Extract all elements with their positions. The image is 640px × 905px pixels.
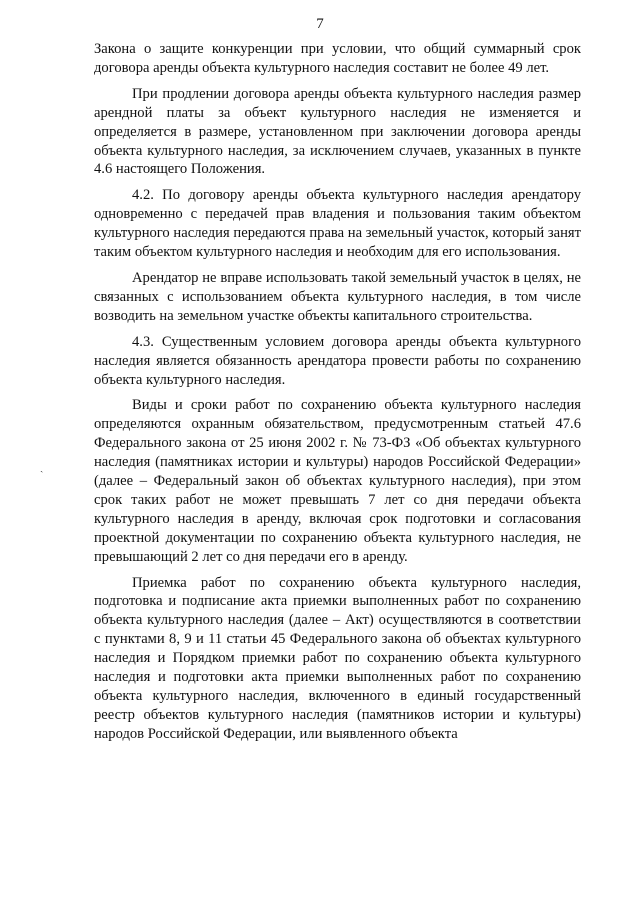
paragraph-land-use: Арендатор не вправе использовать такой земельный участок в целях, не связанных с использованием объекта культурного наследия, в том числе возводить на земельном участке объекты капитального строительства. (94, 269, 581, 324)
clause-4-2: 4.2. По договору аренды объекта культурного наследия арендатору одновременно с передачей прав владения и пользования таким объектом культурного наследия передаются права на земельный участок, который занят таким объектом культурного наследия и необходим для его использования. (94, 187, 581, 261)
paragraph-lease-extension: При продлении договора аренды объекта культурного наследия размер арендной платы за объект культурного наследия не изменяется и определяется в размере, установленном при заключении договора аренды объекта культурного наследия, за исключением случаев, указанных в пункте 4.6 настоящего Положения. (94, 85, 581, 178)
page-number: 7 (316, 16, 324, 32)
paragraph-work-types: Виды и сроки работ по сохранению объекта культурного наследия определяются охранным обязательством, предусмотренным статьей 47.6 Федерального закона от 25 июня 2002 г. № 73-ФЗ «Об объектах культурного наследия (памятниках истории и культуры) народов Российской Федерации» (далее – Федеральный закон об объектах культурного наследия), при этом срок таких работ не может превышать 7 лет со дня передачи объекта культурного наследия в аренду, включая срок подготовки и согласования проектной документации по сохранению объекта культурного наследия, не превышающий 2 лет со дня передачи его в аренду. (94, 397, 581, 565)
clause-4-3: 4.3. Существенным условием договора аренды объекта культурного наследия является обязанность арендатора провести работы по сохранению объекта культурного наследия. (94, 333, 581, 388)
stray-scan-mark: ˎ (40, 462, 44, 473)
paragraph-continuation: Закона о защите конкуренции при условии, что общий суммарный срок договора аренды объекта культурного наследия составит не более 49 лет. (94, 41, 581, 76)
paragraph-acceptance: Приемка работ по сохранению объекта культурного наследия, подготовка и подписание акта приемки выполненных работ по сохранению объекта культурного наследия (далее – Акт) осуществляются в соответствии с пунктами 8, 9 и 11 статьи 45 Федерального закона об объектах культурного наследия и Порядком приемки работ по сохранению объекта культурного наследия и подготовки акта приемки выполненных работ по сохранению объекта культурного наследия, включенного в единый государственный реестр объектов культурного наследия (памятников истории и культуры) народов Российской Федерации, или выявленного объекта (94, 574, 581, 742)
document-body (94, 40, 581, 751)
